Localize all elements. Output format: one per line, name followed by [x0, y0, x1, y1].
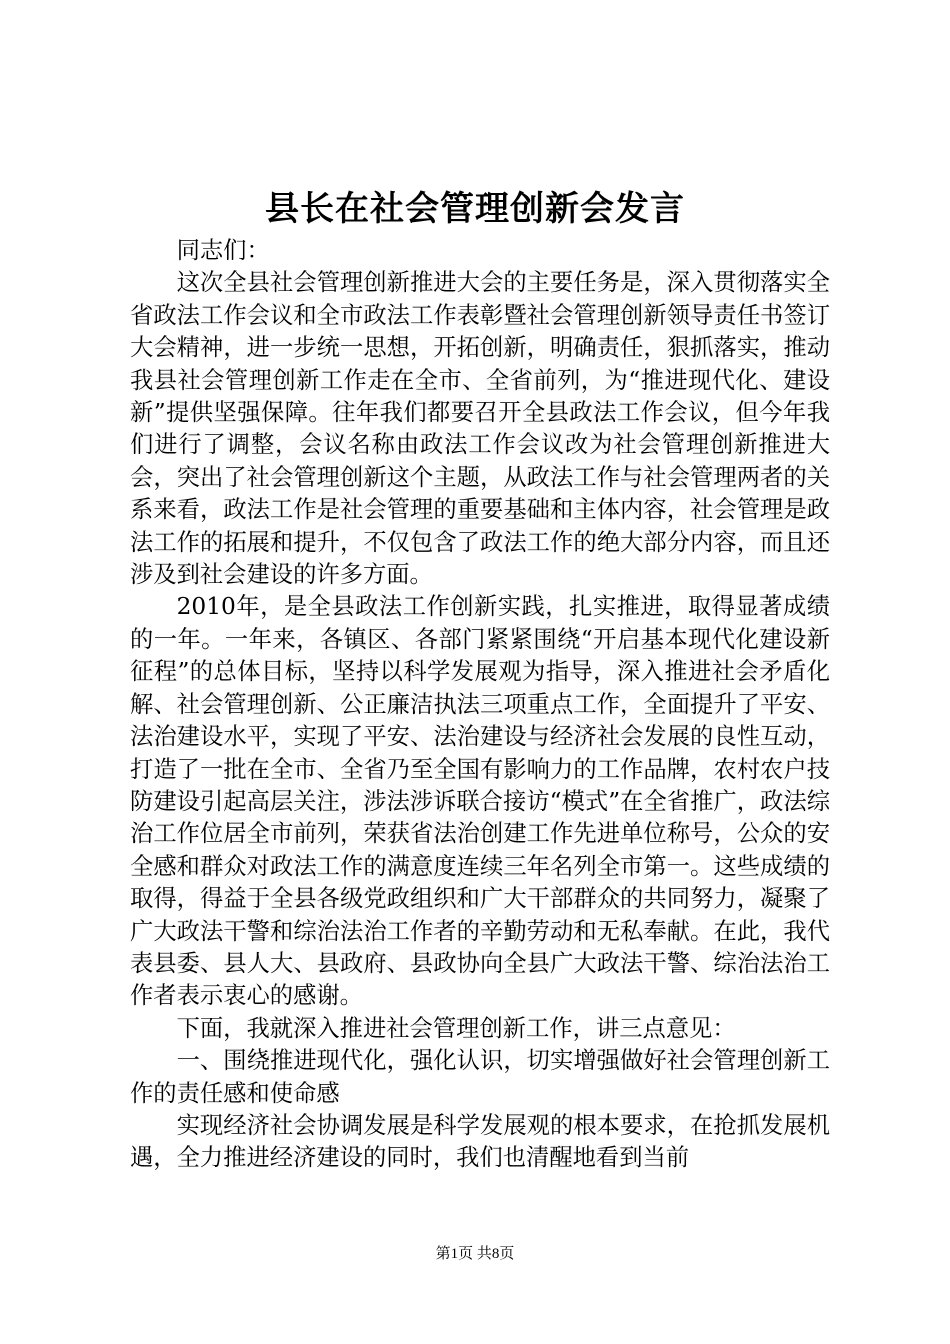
- body-paragraph: 下面，我就深入推进社会管理创新工作，讲三点意见：: [176, 1014, 736, 1042]
- document-title: 县长在社会管理创新会发言: [265, 189, 685, 229]
- body-paragraph: 实现经济社会协调发展是科学发展观的根本要求，在抢抓发展机遇，全力推进经济建设的同时，我们也清醒地看到当前: [130, 1111, 830, 1172]
- body-paragraph: 这次全县社会管理创新推进大会的主要任务是，深入贯彻落实全省政法工作会议和全市政法工作表彰暨社会管理创新领导责任书签订大会精神，进一步统一思想，开拓创新，明确责任，狠抓落实，推动我县社会管理创新工作走在全市、全省前列，为“推进现代化、建设新”提供坚强保障。往年我们都要召开全县政法工作会议，但今年我们进行了调整，会议名称由政法工作会议改为社会管理创新推进大会，突出了社会管理创新这个主题，从政法工作与社会管理两者的关系来看，政法工作是社会管理的重要基础和主体内容，社会管理是政法工作的拓展和提升，不仅包含了政法工作的绝大部分内容，而且还涉及到社会建设的许多方面。: [130, 269, 830, 589]
- body-paragraph: 2010年，是全县政法工作创新实践，扎实推进，取得显著成绩的一年。一年来，各镇区、各部门紧紧围绕“开启基本现代化建设新征程”的总体目标，坚持以科学发展观为指导，深入推进社会矛盾化解、社会管理创新、公正廉洁执法三项重点工作，全面提升了平安、法治建设水平，实现了平安、法治建设与经济社会发展的良性互动，打造了一批在全市、全省乃至全国有影响力的工作品牌，农村农户技防建设引起高层关注，涉法涉诉联合接访“模式”在全省推广，政法综治工作位居全市前列，荣获省法治创建工作先进单位称号，公众的安全感和群众对政法工作的满意度连续三年名列全市第一。这些成绩的取得，得益于全县各级党政组织和广大干部群众的共同努力，凝聚了广大政法干警和综治法治工作者的辛勤劳动和无私奉献。在此，我代表县委、县人大、县政府、县政协向全县广大政法干警、综治法治工作者表示衷心的感谢。: [130, 593, 830, 1010]
- section-heading: 一、围绕推进现代化，强化认识，切实增强做好社会管理创新工作的责任感和使命感: [130, 1047, 830, 1107]
- salutation-paragraph: 同志们：: [176, 237, 270, 264]
- page-number-footer: 第1页 共8页: [435, 1246, 515, 1262]
- document-body: [130, 235, 830, 1175]
